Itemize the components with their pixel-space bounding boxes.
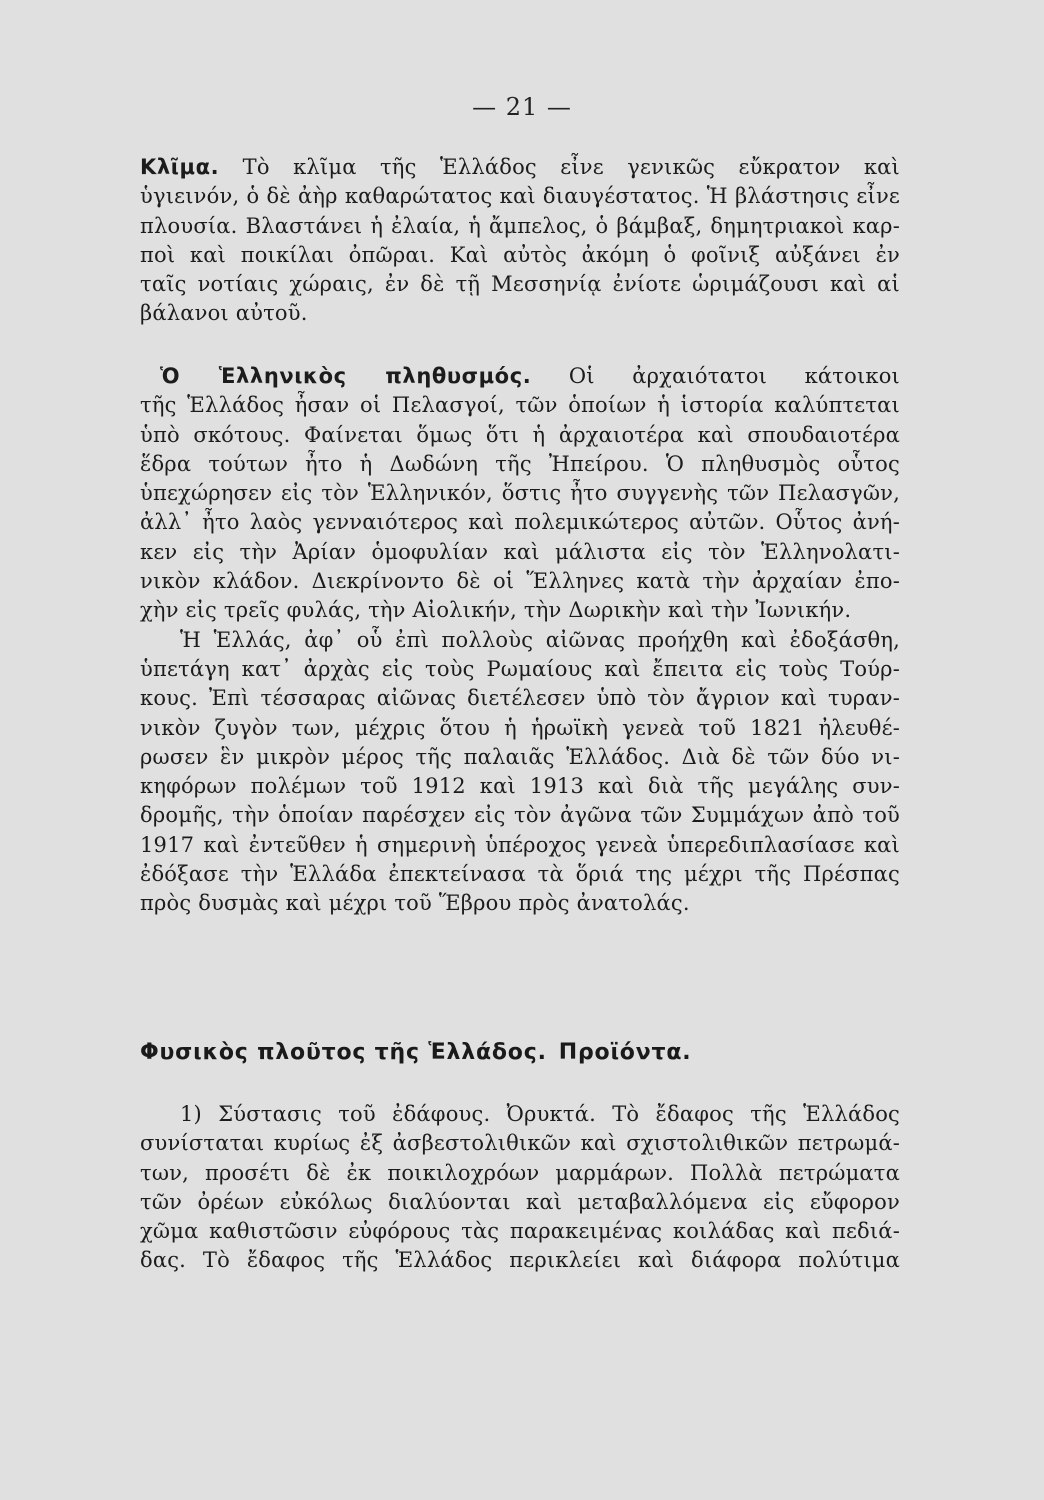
text-line: κεν εἰς τὴν Ἀρίαν ὁμοφυλίαν καὶ μάλιστα εἰς τὸν Ἑλληνολατι-: [140, 539, 900, 564]
text-line: Ἡ Ἑλλάς, ἀφ᾽ οὗ ἐπὶ πολλοὺς αἰῶνας προήχθη καὶ ἐδοξάσθη,: [180, 627, 900, 652]
text-line: ὑπετάγη κατ᾽ ἀρχὰς εἰς τοὺς Ρωμαίους καὶ ἔπειτα εἰς τοὺς Τούρ-: [140, 656, 900, 681]
products-heading: Προϊόντα.: [558, 1040, 692, 1065]
text-line: χῶμα καθιστῶσιν εὐφόρους τὰς παρακειμένας κοιλάδας καὶ πεδιά-: [140, 1219, 900, 1244]
text-line: νικὸν κλάδον. Διεκρίνοντο δὲ οἱ Ἕλληνες κατὰ τὴν ἀρχαίαν ἐπο-: [140, 569, 900, 594]
text-line: Κλῖμα. Τὸ κλῖμα τῆς Ἑλλάδος εἶνε γενικῶς εὔκρατον καὶ: [140, 155, 900, 179]
text-line: των, προσέτι δὲ ἐκ ποικιλοχρόων μαρμάρων. Πολλὰ πετρώματα: [140, 1160, 900, 1185]
text-line: δρομῆς, τὴν ὁποίαν παρέσχεν εἰς τὸν ἀγῶνα τῶν Συμμάχων ἀπὸ τοῦ: [140, 803, 900, 828]
text-line: ὑγιεινόν, ὁ δὲ ἀὴρ καθαρώτατος καὶ διαυγέστατος. Ἡ βλάστησις εἶνε: [140, 184, 900, 209]
text-line: τῆς Ἑλλάδος ἦσαν οἱ Πελασγοί, τῶν ὁποίων ἡ ἱστορία καλύπτεται: [140, 393, 900, 418]
text-line: δας. Τὸ ἔδαφος τῆς Ἑλλάδος περικλείει καὶ διάφορα πολύτιμα: [140, 1248, 900, 1273]
text-line: ταῖς νοτίαις χώραις, ἐν δὲ τῇ Μεσσηνίᾳ ἐνίοτε ὡριμάζουσι καὶ αἱ: [140, 272, 900, 297]
text-line: συνίσταται κυρίως ἐξ ἀσβεστολιθικῶν καὶ σχιστολιθικῶν πετρωμά-: [140, 1131, 900, 1156]
wealth-paragraph: [140, 1100, 900, 1276]
text-line: ποὶ καὶ ποικίλαι ὀπῶραι. Καὶ αὐτὸς ἀκόμη ὁ φοῖνιξ αὐξάνει ἐν: [140, 242, 900, 267]
text-line: τῶν ὀρέων εὐκόλως διαλύονται καὶ μεταβαλλόμενα εἰς εὔφορον: [140, 1189, 900, 1214]
section-heading: [140, 1040, 691, 1065]
text-line: ρωσεν ἓν μικρὸν μέρος τῆς παλαιᾶς Ἑλλάδος. Διὰ δὲ τῶν δύο νι-: [140, 744, 900, 769]
text-line: νικὸν ζυγὸν των, μέχρις ὅτου ἡ ἡρωϊκὴ γενεὰ τοῦ 1821 ἠλευθέ-: [140, 715, 900, 740]
text-line: ὑπεχώρησεν εἰς τὸν Ἑλληνικόν, ὅστις ἦτο συγγενὴς τῶν Πελασγῶν,: [140, 481, 900, 506]
text-line: κους. Ἐπὶ τέσσαρας αἰῶνας διετέλεσεν ὑπὸ τὸν ἄγριον καὶ τυραν-: [140, 686, 900, 711]
population-paragraph: [140, 362, 900, 919]
climate-paragraph: [140, 153, 900, 329]
text-line: ἀλλ᾽ ἦτο λαὸς γενναιότερος καὶ πολεμικώτερος αὐτῶν. Οὗτος ἀνή-: [140, 510, 900, 535]
text-line: ὑπὸ σκότους. Φαίνεται ὅμως ὅτι ἡ ἀρχαιοτέρα καὶ σπουδαιοτέρα: [140, 422, 900, 447]
text-line: βάλανοι αὐτοῦ.: [140, 301, 308, 326]
text-line: χὴν εἰς τρεῖς φυλάς, τὴν Αἰολικήν, τὴν Δωρικὴν καὶ τὴν Ἰωνικήν.: [140, 598, 852, 623]
text-line: κηφόρων πολέμων τοῦ 1912 καὶ 1913 καὶ διὰ τῆς μεγάλης συν-: [140, 774, 900, 799]
text-line: Ὁ Ἑλληνικὸς πληθυσμός. Οἱ ἀρχαιότατοι κάτοικοι: [140, 362, 900, 391]
text-line: πρὸς δυσμὰς καὶ μέχρι τοῦ Ἕβρου πρὸς ἀνατολάς.: [140, 891, 690, 916]
wealth-heading: Φυσικὸς πλοῦτος τῆς Ἑλλάδος.: [140, 1040, 547, 1065]
text-line: 1) Σύστασις τοῦ ἐδάφους. Ὀρυκτά. Τὸ ἔδαφος τῆς Ἑλλάδος: [180, 1102, 900, 1126]
population-heading: Ὁ Ἑλληνικὸς πληθυσμός.: [160, 364, 532, 388]
text-line: ἐδόξασε τὴν Ἑλλάδα ἐπεκτείνασα τὰ ὅριά της μέχρι τῆς Πρέσπας: [140, 862, 900, 887]
text-line: ἕδρα τούτων ἦτο ἡ Δωδώνη τῆς Ἠπείρου. Ὁ πληθυσμὸς οὗτος: [140, 451, 900, 476]
climate-heading: Κλῖμα.: [140, 155, 220, 179]
text-line: πλουσία. Βλαστάνει ἡ ἐλαία, ἡ ἄμπελος, ὁ βάμβαξ, δημητριακοὶ καρ-: [140, 213, 900, 238]
page-number: — 21 —: [472, 93, 572, 121]
text-line: 1917 καὶ ἐντεῦθεν ἡ σημερινὴ ὑπέροχος γενεὰ ὑπερεδιπλασίασε καὶ: [140, 832, 900, 857]
